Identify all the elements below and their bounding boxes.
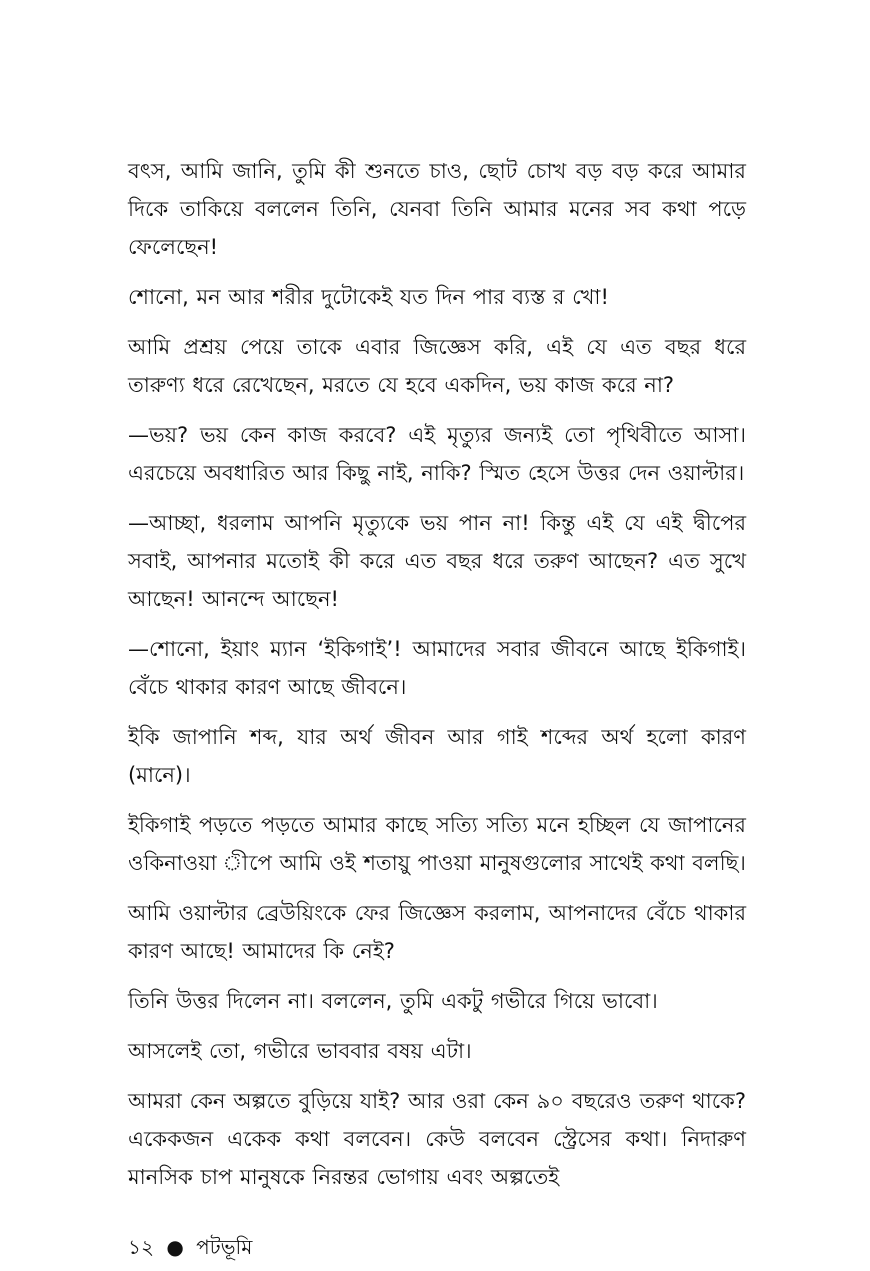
paragraph: শোনো, মন আর শরীর দুটোকেই যত দিন পার ব্যস্ত র খো! (128, 285, 609, 309)
body-text (128, 152, 746, 1208)
paragraph: —শোনো, ইয়াং ম্যান ‘ইকিগাই’! আমাদের সবার জীবনে আছে ইকিগাই। বেঁচে থাকার কারণ আছে জীবনে। (128, 637, 746, 699)
paragraph: ইকি জাপানি শব্দ, যার অর্থ জীবন আর গাই শব্দের অর্থ হলো কারণ (মানে)। (128, 725, 746, 787)
paragraph: আমি ওয়াল্টার ব্রেউয়িংকে ফের জিজ্ঞেস করলাম, আপনাদের বেঁচে থাকার কারণ আছে! আমাদের কি নেই? (128, 901, 746, 963)
paragraph: —আচ্ছা, ধরলাম আপনি মৃত্যুকে ভয় পান না! কিন্তু এই যে এই দ্বীপের সবাই, আপনার মতোই কী করে এত বছর ধরে তরুণ আছেন? এত সুখে আছেন! আনন্দে আছেন! (128, 511, 746, 611)
paragraph: বৎস, আমি জানি, তুমি কী শুনতে চাও, ছোট চোখ বড় বড় করে আমার দিকে তাকিয়ে বললেন তিনি, যেনবা তিনি আমার মনের সব কথা পড়ে ফেলেছেন! (128, 159, 746, 259)
paragraph: ইকিগাই পড়তে পড়তে আমার কাছে সত্যি সত্যি মনে হচ্ছিল যে জাপানের ওকিনাওয়া ীপে আমি ওই শতায়ু পাওয়া মানুষগুলোর সাথেই কথা বলছি। (128, 813, 746, 875)
paragraph: তিনি উত্তর দিলেন না। বললেন, তুমি একটু গভীরে গিয়ে ভাবো। (128, 989, 658, 1013)
section-title: পটভূমি (196, 1235, 253, 1259)
paragraph: আসলেই তো, গভীরে ভাববার বষয় এটা। (128, 1039, 472, 1063)
paragraph: আমি প্রশ্রয় পেয়ে তাকে এবার জিজ্ঞেস করি, এই যে এত বছর ধরে তারুণ্য ধরে রেখেছেন, মরতে যে হবে একদিন, ভয় কাজ করে না? (128, 335, 746, 397)
paragraph: আমরা কেন অল্পতে বুড়িয়ে যাই? আর ওরা কেন ৯০ বছরেও তরুণ থাকে? একেকজন একেক কথা বলবেন। কেউ বলবেন স্ট্রেসের কথা। নিদারুণ মানসিক চাপ মানুষকে নিরন্তর ভোগায় এবং অল্পতেই (128, 1089, 746, 1189)
paragraph: —ভয়? ভয় কেন কাজ করবে? এই মৃত্যুর জন্যই তো পৃথিবীতে আসা। এরচেয়ে অবধারিত আর কিছু নাই, নাকি? স্মিত হেসে উত্তর দেন ওয়াল্টার। (128, 423, 746, 485)
page-footer (128, 1232, 252, 1262)
page-number: ১২ (128, 1235, 154, 1259)
footer-bullet: ● (166, 1235, 184, 1259)
